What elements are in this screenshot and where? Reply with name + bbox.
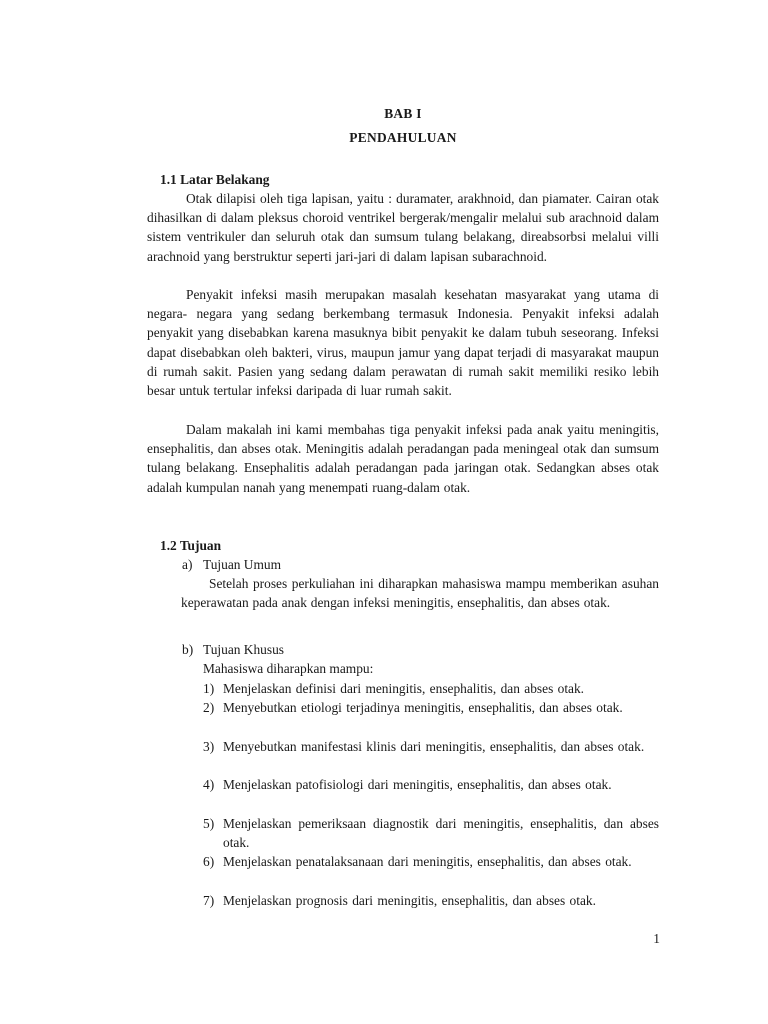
list-item: [203, 737, 659, 756]
paragraph-3: Dalam makalah ini kami membahas tiga penyakit infeksi pada anak yaitu meningitis, ensephalitis, dan abses otak. Meningitis adalah peradangan pada meningeal otak dan sumsum tulang belakang. Ensephalitis adalah peradangan pada jaringan otak. Sedangkan abses otak adalah kumpulan nanah yang menempati ruang-dalam otak.: [147, 422, 659, 495]
list-item-text: Menjelaskan prognosis dari meningitis, ensephalitis, dan abses otak.: [223, 893, 596, 908]
list-item-number: 5): [203, 816, 215, 831]
tujuan-khusus-title: Tujuan Khusus: [203, 642, 284, 657]
paragraph-1: Otak dilapisi oleh tiga lapisan, yaitu : duramater, arakhnoid, dan piamater. Cairan otak dihasilkan di dalam pleksus choroid ventrikel bergerak/mengalir melalui sub arachnoid dalam sistem ventrikuler dan seluruh otak dan sumsum tulang belakang, direabsorbsi melalui villi arachnoid yang berstruktur seperti jari-jari di dalam lapisan subarachnoid.: [147, 191, 659, 264]
list-item-number: 1): [203, 681, 215, 696]
list-item: [203, 891, 659, 910]
list-item-text: Menyebutkan manifestasi klinis dari meningitis, ensephalitis, dan abses otak.: [223, 739, 645, 754]
list-item-text: Menjelaskan penatalaksanaan dari meningitis, ensephalitis, dan abses otak.: [223, 854, 632, 869]
paragraph-2: Penyakit infeksi masih merupakan masalah kesehatan masyarakat yang utama di negara- negara yang sedang berkembang termasuk Indonesia. Penyakit infeksi adalah penyakit yang disebabkan karena masuknya bibit penyakit ke dalam tubuh seseorang. Infeksi dapat disebabkan oleh bakteri, virus, maupun jamur yang dapat terjadi di masyarakat maupun di rumah sakit. Pasien yang sedang dalam perawatan di rumah sakit memiliki resiko lebih besar untuk tertular infeksi daripada di luar rumah sakit.: [147, 287, 659, 399]
section-heading-tujuan: 1.2 Tujuan: [160, 538, 222, 553]
list-item-number: 2): [203, 700, 215, 715]
sublist-label-a: a): [182, 557, 193, 572]
list-item: [203, 814, 659, 852]
tujuan-khusus-intro: Mahasiswa diharapkan mampu:: [203, 661, 374, 676]
sublist-label-b: b): [182, 642, 194, 657]
list-item-number: 7): [203, 893, 215, 908]
list-item: [203, 679, 659, 698]
section-heading-latar-belakang: 1.1 Latar Belakang: [160, 172, 270, 187]
list-item-number: 3): [203, 739, 215, 754]
list-item: [203, 698, 659, 717]
list-item-number: 6): [203, 854, 215, 869]
list-item: [203, 775, 659, 794]
page-number: 1: [653, 931, 660, 946]
chapter-label: BAB I: [384, 106, 422, 121]
list-item-text: Menjelaskan pemeriksaan diagnostik dari meningitis, ensephalitis, dan abses otak.: [223, 816, 659, 851]
tujuan-umum-text: Setelah proses perkuliahan ini diharapkan mahasiswa mampu memberikan asuhan keperawatan pada anak dengan infeksi meningitis, ensephalitis, dan abses otak.: [181, 576, 659, 611]
list-item-text: Menjelaskan definisi dari meningitis, ensephalitis, dan abses otak.: [223, 681, 585, 696]
list-item-number: 4): [203, 777, 215, 792]
tujuan-umum-title: Tujuan Umum: [203, 557, 282, 572]
list-item: [203, 852, 659, 871]
chapter-title: PENDAHULUAN: [349, 130, 457, 145]
list-item-text: Menjelaskan patofisiologi dari meningitis, ensephalitis, dan abses otak.: [223, 777, 612, 792]
list-item-text: Menyebutkan etiologi terjadinya meningitis, ensephalitis, dan abses otak.: [223, 700, 623, 715]
